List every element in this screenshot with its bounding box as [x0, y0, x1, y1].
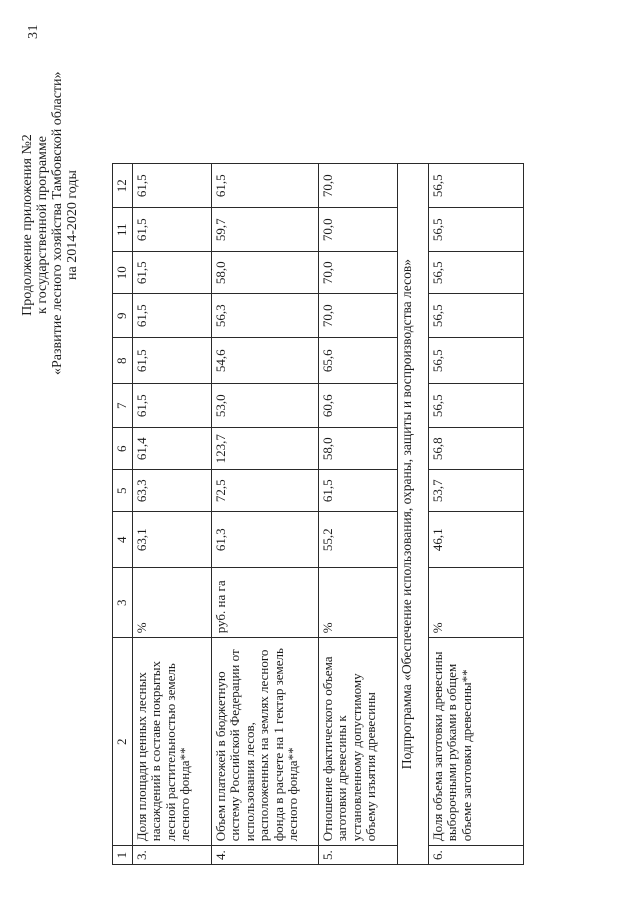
column-number: 11 — [113, 208, 133, 252]
value-cell: 53,7 — [428, 470, 523, 512]
column-number-row — [113, 164, 133, 865]
value-cell: 56,5 — [428, 252, 523, 294]
column-number: 7 — [113, 384, 133, 428]
header-line-2: к государственной программе — [35, 136, 50, 314]
unit-cell: % — [318, 568, 397, 638]
row-number: 4. — [211, 846, 318, 865]
column-number: 6 — [113, 428, 133, 470]
value-cell: 53,0 — [211, 384, 318, 428]
value-cell: 46,1 — [428, 512, 523, 568]
value-cell: 58,0 — [211, 252, 318, 294]
table-row — [132, 164, 211, 865]
unit-cell: руб. на га — [211, 568, 318, 638]
value-cell: 61,5 — [318, 470, 397, 512]
row-number: 5. — [318, 846, 397, 865]
value-cell: 61,5 — [132, 384, 211, 428]
value-cell: 61,5 — [132, 252, 211, 294]
column-number: 9 — [113, 294, 133, 338]
indicator-name: Доля объема заготовки древесины выборочными рубками в общем объеме заготовки древесины** — [428, 638, 523, 846]
column-number: 2 — [113, 638, 133, 846]
value-cell: 70,0 — [318, 208, 397, 252]
document-header — [20, 71, 80, 375]
table-row — [428, 164, 523, 865]
value-cell: 54,6 — [211, 338, 318, 384]
column-number: 10 — [113, 252, 133, 294]
value-cell: 56,8 — [428, 428, 523, 470]
row-number: 3. — [132, 846, 211, 865]
value-cell: 70,0 — [318, 164, 397, 208]
subprogram-title: Подпрограмма «Обеспечение использования, охраны, защиты и воспроизводства лесов» — [397, 164, 428, 865]
value-cell: 61,5 — [132, 164, 211, 208]
value-cell: 72,5 — [211, 470, 318, 512]
value-cell: 56,5 — [428, 164, 523, 208]
value-cell: 65,6 — [318, 338, 397, 384]
value-cell: 63,1 — [132, 512, 211, 568]
table-row — [318, 164, 397, 865]
header-line-3: «Развитие лесного хозяйства Тамбовской области» — [50, 71, 65, 375]
column-number: 3 — [113, 568, 133, 638]
page-number: 31 — [26, 24, 41, 39]
value-cell: 61,5 — [132, 338, 211, 384]
indicator-name: Доля площади ценных лесных насаждений в составе покрытых лесной растительностью земель лесного фонда** — [132, 638, 211, 846]
value-cell: 56,5 — [428, 384, 523, 428]
value-cell: 61,5 — [132, 208, 211, 252]
value-cell: 61,5 — [132, 294, 211, 338]
value-cell: 61,4 — [132, 428, 211, 470]
indicators-table — [112, 163, 524, 865]
value-cell: 61,3 — [211, 512, 318, 568]
value-cell: 58,0 — [318, 428, 397, 470]
column-number: 1 — [113, 846, 133, 865]
value-cell: 70,0 — [318, 252, 397, 294]
value-cell: 56,5 — [428, 294, 523, 338]
value-cell: 123,7 — [211, 428, 318, 470]
value-cell: 60,6 — [318, 384, 397, 428]
column-number: 4 — [113, 512, 133, 568]
value-cell: 56,5 — [428, 208, 523, 252]
table-row — [211, 164, 318, 865]
indicator-name: Отношение фактического объема заготовки древесины к установленному допустимому объему изъятия древесины — [318, 638, 397, 846]
subprogram-row — [397, 164, 428, 865]
column-number: 12 — [113, 164, 133, 208]
unit-cell: % — [132, 568, 211, 638]
value-cell: 56,5 — [428, 338, 523, 384]
value-cell: 56,3 — [211, 294, 318, 338]
column-number: 8 — [113, 338, 133, 384]
column-number: 5 — [113, 470, 133, 512]
header-line-4: на 2014-2020 годы — [65, 170, 80, 280]
value-cell: 63,3 — [132, 470, 211, 512]
header-line-1: Продолжение приложения №2 — [20, 134, 35, 316]
row-number: 6. — [428, 846, 523, 865]
value-cell: 61,5 — [211, 164, 318, 208]
value-cell: 59,7 — [211, 208, 318, 252]
value-cell: 70,0 — [318, 294, 397, 338]
unit-cell: % — [428, 568, 523, 638]
indicator-name: Объем платежей в бюджетную систему Российской Федерации от использования лесов, расположенных на землях лесного фонда в расчете на 1 гектар земель лесного фонда** — [211, 638, 318, 846]
value-cell: 55,2 — [318, 512, 397, 568]
